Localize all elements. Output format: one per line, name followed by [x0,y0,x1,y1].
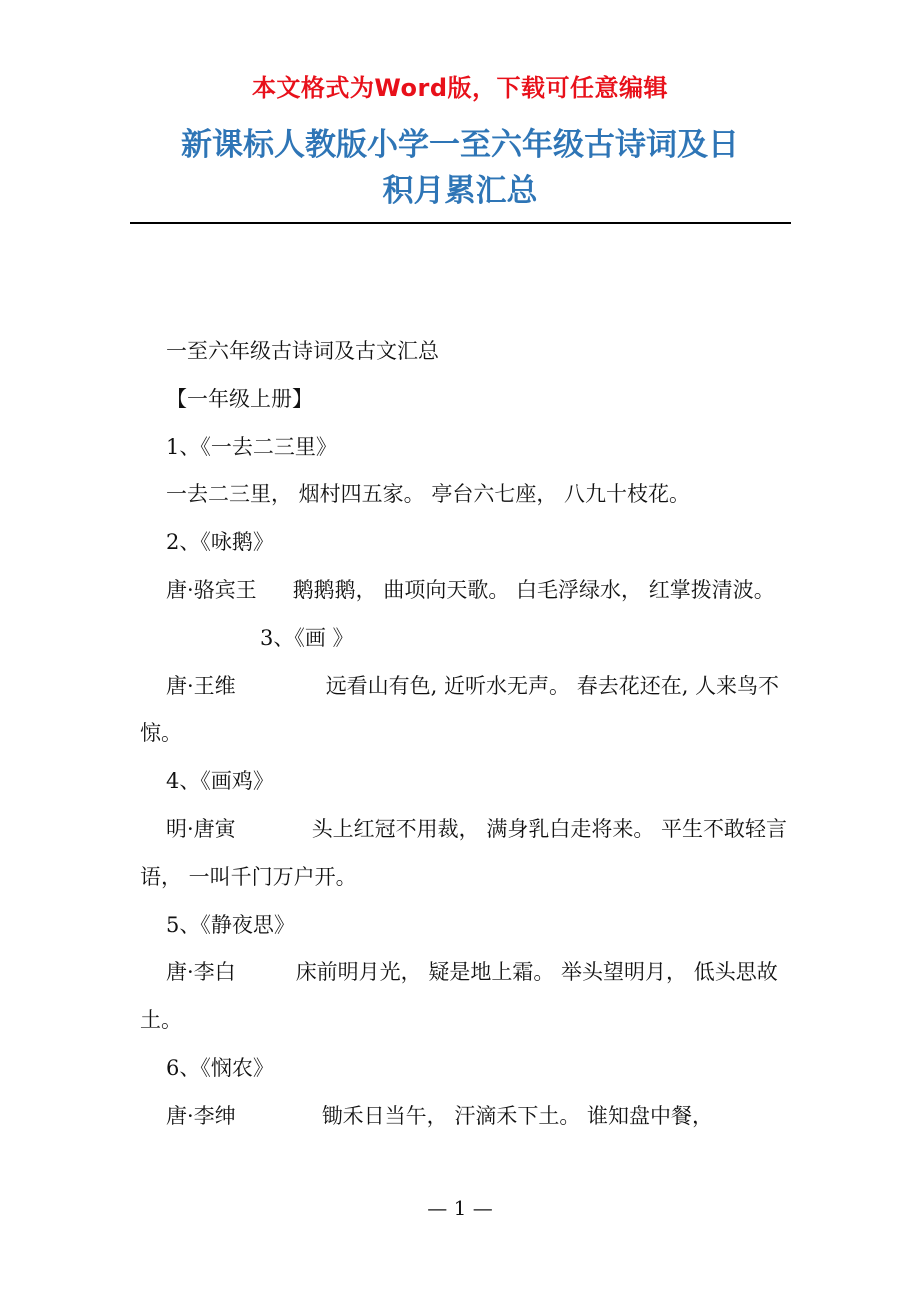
poem-4-body [140,806,790,902]
poem-5-author: 唐·李白 [166,960,236,985]
poem-6-title: 6、《悯农》 [166,1055,274,1080]
poem-6-author: 唐·李绅 [166,1103,236,1128]
intro-heading: 一至六年级古诗词及古文汇总 [166,339,439,363]
poem-5-body [140,949,790,1045]
poem-4-text: 头上红冠不用裁， 满身乳白走将来。 平生不敢轻言语， 一叫千门万户开。 [140,816,788,889]
poem-6-body [140,1093,790,1141]
format-notice: 本文格式为Word版，下载可任意编辑 [251,74,669,102]
document-title [130,122,790,214]
poem-3-text: 远看山有色, 近听水无声。 春去花还在, 人来鸟不惊。 [140,673,780,746]
poem-3-body [140,663,790,759]
poem-4-title: 4、《画鸡》 [166,769,274,794]
poem-4-author: 明·唐寅 [166,816,236,841]
section-heading: 【一年级上册】 [166,386,313,411]
poem-2-author: 唐·骆宾王 [166,577,257,602]
document-title-line-1: 新课标人教版小学一至六年级古诗词及日 [181,127,739,163]
page-number: — 1 — [427,1196,493,1220]
title-divider [130,222,791,224]
document-title-line-2: 积月累汇总 [382,173,538,209]
poem-5-text: 床前明月光， 疑是地上霜。 举头望明月， 低头思故土。 [140,960,778,1033]
poem-1-title: 1、《一去二三里》 [166,434,337,459]
poem-2-title: 2、《咏鹅》 [166,530,274,555]
poem-2-text: 鹅鹅鹅， 曲项向天歌。 白毛浮绿水， 红掌拨清波。 [292,577,775,602]
poem-3-title: 3、《画 》 [260,625,354,650]
poem-2-body [140,567,790,663]
document-body [140,328,790,1141]
poem-1-text: 一去二三里， 烟村四五家。 亭台六七座， 八九十枝花。 [166,482,691,507]
poem-6-text: 锄禾日当午， 汗滴禾下土。 谁知盘中餐， [321,1103,714,1128]
poem-3-author: 唐·王维 [166,673,236,698]
poem-5-title: 5、《静夜思》 [166,912,295,937]
